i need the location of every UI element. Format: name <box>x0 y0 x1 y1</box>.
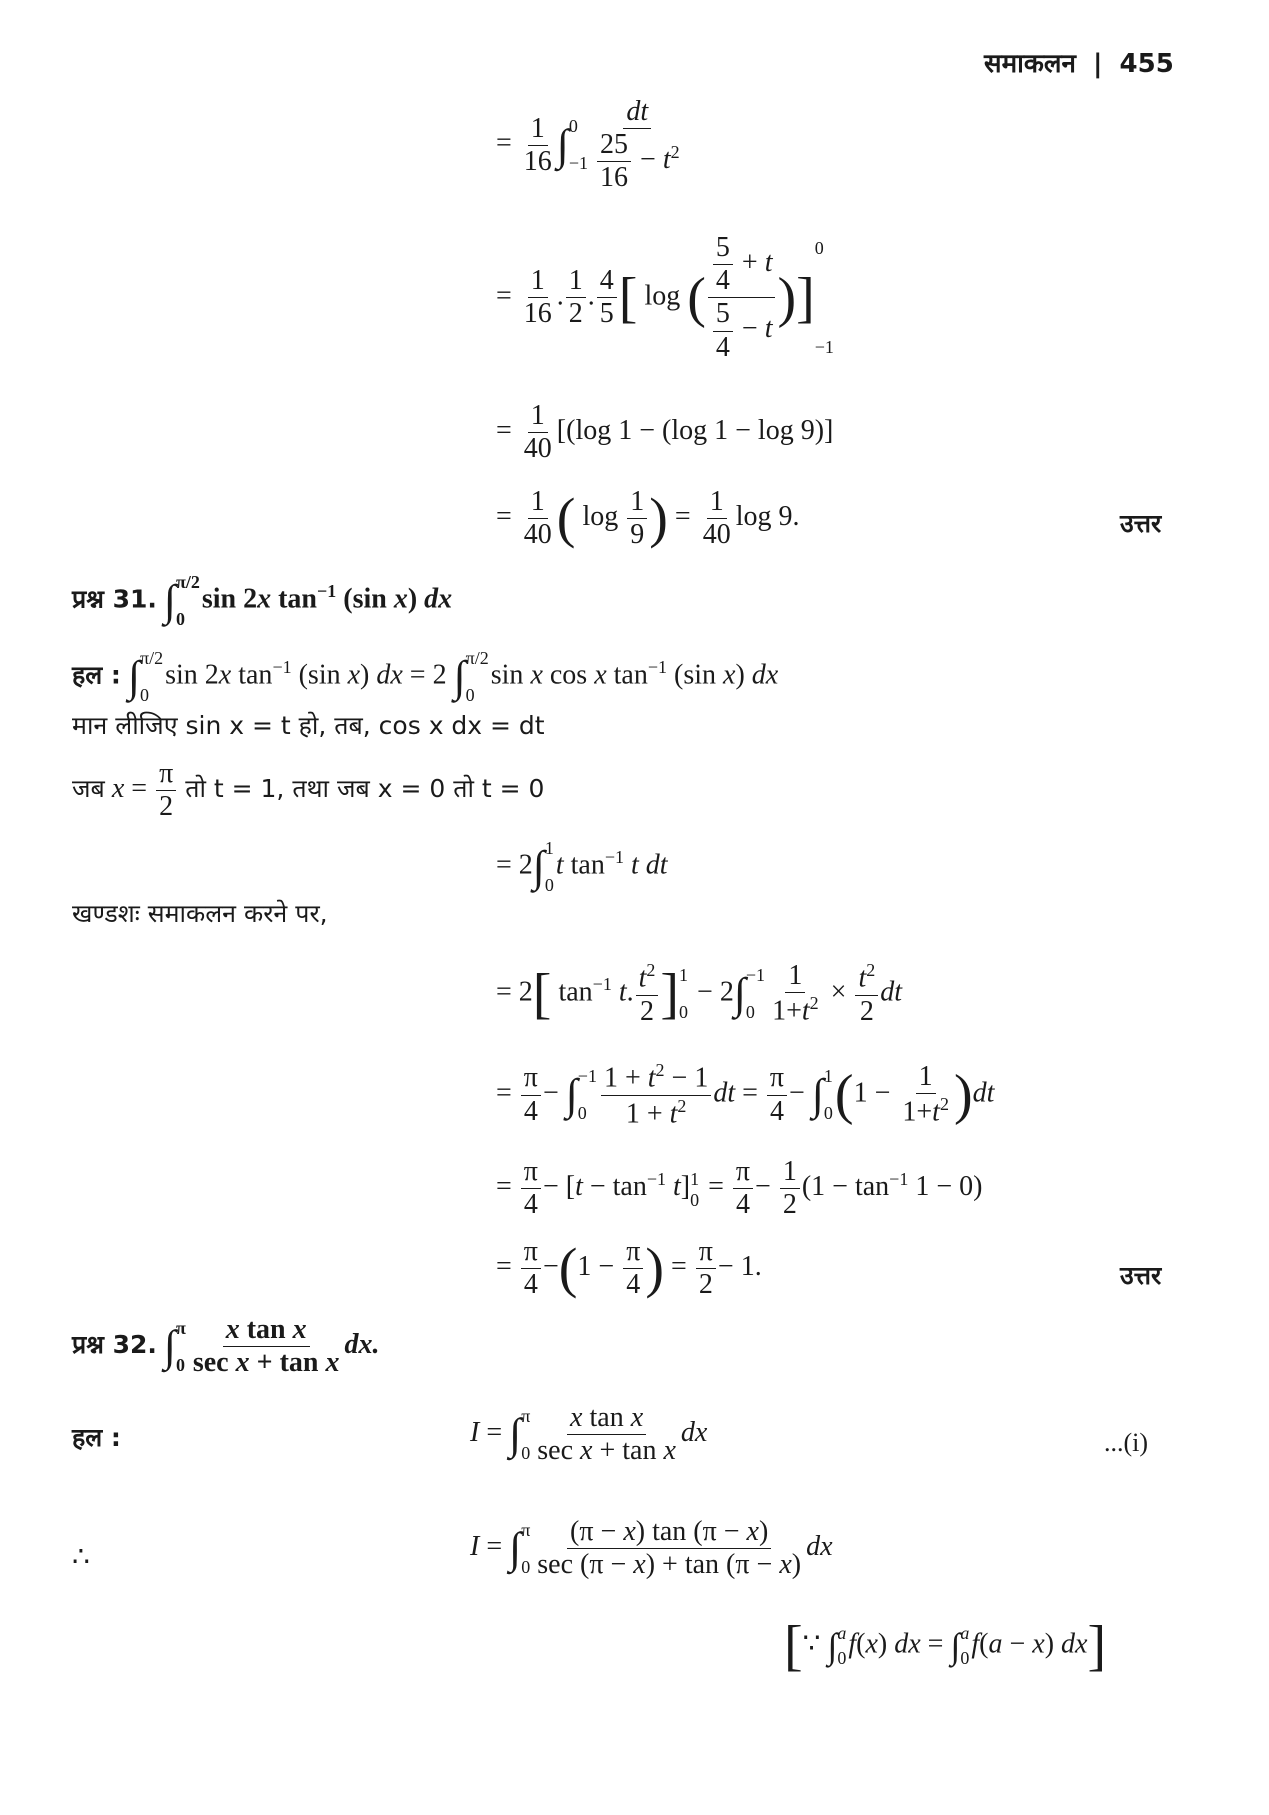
equation-line: = $\frac{1}{40}$ ( log $\frac{1}{9}$ ) = $\frac{1}{40}$ log 9. <box>496 486 800 551</box>
substitution-text: मान लीजिए sin x = t हो, तब, cos x dx = dt <box>72 711 545 740</box>
chapter-title: समाकलन <box>984 49 1076 79</box>
question-label: प्रश्न 31. <box>72 584 157 614</box>
equation-tag: ...(i) <box>1104 1428 1149 1457</box>
equation-line: = $\frac{1}{40}$ [(log 1 − (log 1 − log 9)] <box>496 400 834 465</box>
question-label: प्रश्न 32. <box>72 1330 157 1360</box>
answer-label: उत्तर <box>1120 1261 1162 1290</box>
therefore-symbol: ∴ <box>72 1542 90 1573</box>
equation-line: = $\frac{\pi}{4}$ −(1 − $\frac{\pi}{4}$ ) = $\frac{\pi}{2}$ − 1. <box>496 1236 762 1301</box>
limits-text-then: तो t = 1, तथा जब x = 0 तो t = 0 <box>185 774 545 804</box>
limits-text-when: जब <box>72 774 105 804</box>
equation-line: = 2∫ 1 0 t $\tan^{-1} t$ dt <box>496 838 668 895</box>
equation-line: I = ∫ π 0 $\frac{\text{x tan x}}{\text{sec x + tan x}}$ dx <box>470 1402 708 1467</box>
solution-label: हल : <box>72 1423 121 1452</box>
equation-line: = $\frac{\pi}{4}$ − $[t - \tan^{-1} t]$ 1 0 = $\frac{\pi}{4}$ − $\frac{1}{2}$ $(1 - \tan^{-1} 1 - 0)$ <box>496 1156 983 1221</box>
solution-line: हल : ∫ π/2 0 sin 2x $\tan^{-1} (\sin$ x) dx = 2 ∫ π/2 0 sin x cos x $\tan^{-1} (\sin$ x) dx <box>72 648 779 705</box>
page-number: 455 <box>1119 49 1174 79</box>
by-parts-text: खण्डशः समाकलन करने पर, <box>72 899 328 928</box>
equation-line: = $\frac{\pi}{4}$ − ∫ −1 0 $\frac{1 + t^2 - 1}{1 + t^2}$ dt = $\frac{\pi}{4}$ − ∫ 1 0 (1 − $\frac{1}{1+t^2}$ )dt <box>496 1060 995 1129</box>
equation-line: = $\frac{1}{16}$ ∫ 0 −1 dt $\frac{25}{16}$ − $t^2$ <box>496 96 680 194</box>
property-note: [∵ ∫ a 0 f(x) dx = ∫ a 0 f(a − x) dx] <box>784 1615 1107 1677</box>
question-31: प्रश्न 31. ∫ π/2 0 sin 2x $\tan^{-1} (\sin$ x) dx <box>72 572 453 629</box>
answer-label: उत्तर <box>1120 509 1162 538</box>
solution-label: हल : <box>72 660 121 690</box>
equation-line: = $\frac{1}{16}$ . $\frac{1}{2}$ . $\frac{4}{5}$ [ log ( $\frac{5}{4}$ + t $\frac{5}{4}$ − t )] 0 −1 <box>496 232 834 363</box>
equation-line: = 2[ $\tan^{-1} t$. $\frac{t^2}{2}$ ] 1 0 − 2∫ −1 0 $\frac{1}{1+t^2}$ × $\frac{t^2}{2}$ dt <box>496 960 902 1027</box>
question-32: प्रश्न 32. ∫ π 0 $\frac{\text{x tan x}}{\text{sec x + tan x}}$ dx. <box>72 1314 380 1379</box>
header-separator: | <box>1092 49 1103 79</box>
page-header <box>984 44 1174 80</box>
limits-line: जब x = $\frac{\pi}{2}$ तो t = 1, तथा जब x = 0 तो t = 0 <box>72 758 545 823</box>
equation-line: I = ∫ π 0 $\frac{(\pi - x) \tan (\pi - x)}{\sec (\pi - x) + \tan (\pi - x)}$ dx <box>470 1516 833 1581</box>
